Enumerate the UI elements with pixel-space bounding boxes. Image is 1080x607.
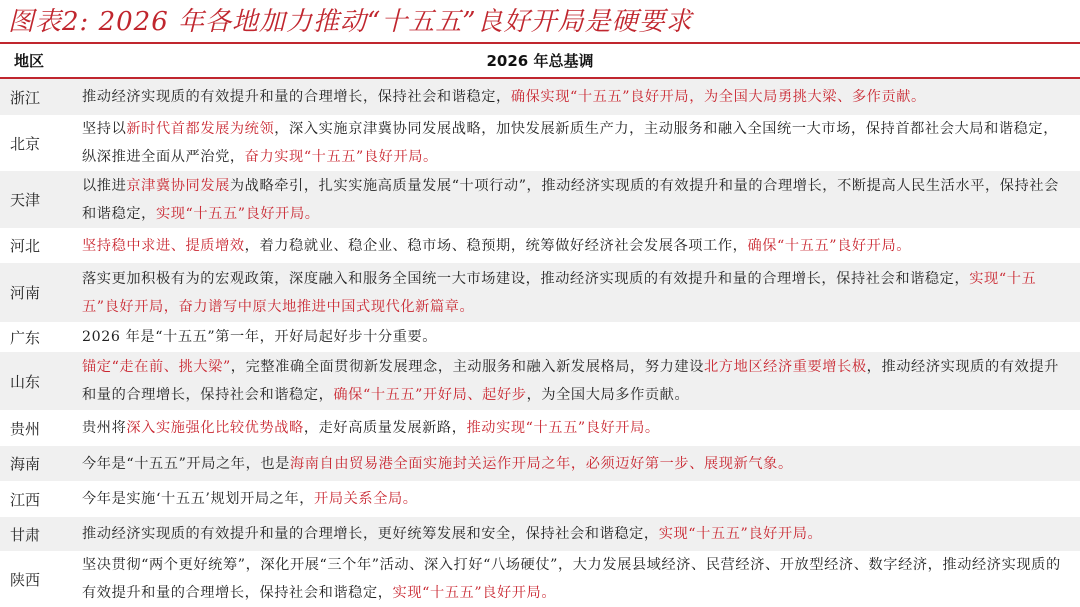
body-text: ，完整准确全面贯彻新发展理念，主动服务和融入新发展格局，努力建设 bbox=[230, 359, 704, 375]
highlighted-text: 新时代首都发展为统领 bbox=[126, 121, 275, 137]
region-cell: 海南 bbox=[10, 455, 41, 473]
table-row bbox=[0, 551, 1080, 607]
tone-cell bbox=[82, 353, 1080, 409]
region-cell: 贵州 bbox=[10, 419, 41, 438]
tone-cell bbox=[82, 450, 1080, 478]
body-text: 今年是“十五五”开局之年，也是 bbox=[82, 455, 290, 472]
table-row bbox=[0, 115, 1080, 171]
highlighted-text: 奋力实现“十五五”良好开局。 bbox=[244, 149, 438, 165]
region-cell: 天津 bbox=[10, 191, 41, 209]
table-header bbox=[0, 44, 1080, 77]
region-cell: 甘肃 bbox=[10, 525, 41, 544]
tone-cell bbox=[82, 115, 1080, 171]
body-text: 坚决贯彻“两个更好统筹”，深化开展“三个年”活动、深入打好“八场硬仗”，大力发展县域经济、民营经济、开放型经济、数字经济，推动经济实现质的有效提升和量的合理增长，保持社会和谐稳定， bbox=[82, 557, 1061, 601]
region-cell: 河北 bbox=[10, 237, 41, 255]
tone-cell bbox=[82, 551, 1080, 607]
highlighted-text: 确保实现“十五五”良好开局，为全国大局勇挑大梁、多作贡献。 bbox=[510, 89, 926, 105]
table-row bbox=[0, 322, 1080, 352]
table-row bbox=[0, 517, 1080, 551]
body-text: 坚持以 bbox=[82, 121, 127, 137]
tone-cell bbox=[82, 323, 1080, 351]
highlighted-text: 确保“十五五”开好局、起好步 bbox=[333, 387, 527, 403]
highlighted-text: 确保“十五五”良好开局。 bbox=[747, 237, 912, 254]
table-row bbox=[0, 171, 1080, 228]
table-row bbox=[0, 481, 1080, 517]
region-cell: 浙江 bbox=[10, 88, 41, 107]
tone-cell bbox=[82, 83, 1080, 111]
highlighted-text: 实现“十五五”良好开局。 bbox=[392, 585, 557, 601]
region-cell: 广东 bbox=[10, 328, 41, 347]
body-text: ，深入实施京津冀协同发展战略，加快发展新质生产力，主动服务和融入全国统一大市场，保持首都社会大局和谐稳定，纵深推进全面从严治党， bbox=[82, 121, 1059, 165]
body-text: 落实更加积极有为的宏观政策，深度融入和服务全国统一大市场建设，推动经济实现质的有效提升和量的合理增长，保持社会和谐稳定， bbox=[82, 270, 970, 287]
highlighted-text: 京津冀协同发展 bbox=[126, 177, 230, 194]
highlighted-text: 推动实现“十五五”良好开局。 bbox=[466, 420, 660, 436]
body-text: ，着力稳就业、稳企业、稳市场、稳预期，统筹做好经济社会发展各项工作， bbox=[244, 237, 748, 254]
highlighted-text: 海南自由贸易港全面实施封关运作开局之年，必须迈好第一步、展现新气象。 bbox=[289, 455, 793, 472]
body-text: 贵州将 bbox=[82, 420, 127, 436]
tone-cell bbox=[82, 414, 1080, 442]
tone-cell bbox=[82, 172, 1080, 228]
highlighted-text: 实现“十五五”良好开局，奋力谱写中原大地推进中国式现代化新篇章。 bbox=[82, 270, 1037, 315]
region-cell: 北京 bbox=[10, 134, 41, 153]
body-text: 推动经济实现质的有效提升和量的合理增长，更好统筹发展和安全，保持社会和谐稳定， bbox=[82, 526, 659, 542]
highlighted-text: 锚定“走在前、挑大梁” bbox=[82, 359, 231, 375]
header-region: 地区 bbox=[14, 52, 45, 70]
highlighted-text: 北方地区经济重要增长极 bbox=[704, 359, 867, 375]
table-row bbox=[0, 446, 1080, 481]
body-text: ，推动经济实现质的有效提升和量的合理增长，保持社会和谐稳定， bbox=[82, 359, 1059, 403]
region-cell: 陕西 bbox=[10, 570, 41, 589]
policy-table bbox=[0, 79, 1080, 607]
region-cell: 江西 bbox=[10, 490, 41, 509]
tone-cell bbox=[82, 265, 1080, 321]
highlighted-text: 实现“十五五”良好开局。 bbox=[658, 526, 823, 542]
body-text: 为战略牵引，扎实实施高质量发展“十项行动”，推动经济实现质的有效提升和量的合理增长，不断提高人民生活水平，保持社会和谐稳定， bbox=[82, 177, 1059, 222]
body-text: 以推进 bbox=[82, 177, 127, 194]
highlighted-text: 坚持稳中求进、提质增效 bbox=[82, 237, 245, 254]
highlighted-text: 开局关系全局。 bbox=[314, 491, 418, 507]
body-text: ，走好高质量发展新路， bbox=[303, 420, 467, 436]
header-tone: 2026 年总基调 bbox=[486, 52, 594, 70]
table-row bbox=[0, 263, 1080, 322]
tone-cell bbox=[82, 520, 1080, 548]
table-row bbox=[0, 228, 1080, 263]
body-text: ，为全国大局多作贡献。 bbox=[526, 387, 690, 403]
table-row bbox=[0, 410, 1080, 446]
figure-title: 图表2: 2026 年各地加力推动“十五五”良好开局是硬要求 bbox=[8, 7, 693, 37]
tone-cell bbox=[82, 485, 1080, 513]
tone-cell bbox=[82, 232, 1080, 260]
region-cell: 河南 bbox=[10, 284, 41, 302]
table-row bbox=[0, 352, 1080, 410]
highlighted-text: 实现“十五五”良好开局。 bbox=[155, 205, 320, 222]
body-text: 推动经济实现质的有效提升和量的合理增长，保持社会和谐稳定， bbox=[82, 89, 511, 105]
body-text: 今年是实施‘十五五’规划开局之年， bbox=[82, 491, 315, 507]
highlighted-text: 深入实施强化比较优势战略 bbox=[126, 420, 304, 436]
table-row bbox=[0, 79, 1080, 115]
region-cell: 山东 bbox=[10, 372, 41, 391]
body-text: 2026 年是“十五五”第一年，开好局起好步十分重要。 bbox=[82, 329, 438, 345]
